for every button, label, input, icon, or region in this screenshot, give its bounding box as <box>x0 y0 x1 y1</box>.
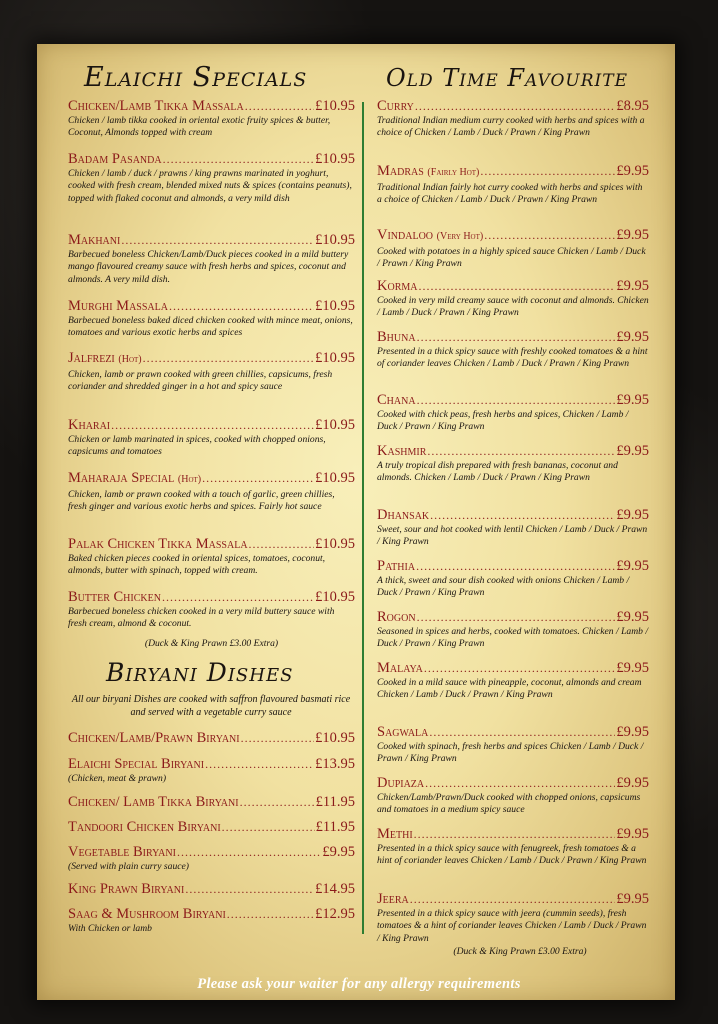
item-name: Korma <box>377 278 418 294</box>
item-description: A thick, sweet and sour dish cooked with onions Chicken / Lamb / Duck / Prawn / King Prawn <box>377 575 630 599</box>
item-description: Cooked in a mild sauce with pineapple, coconut, almonds and cream Chicken / Lamb / Duck / Prawn / King Prawn <box>377 677 642 701</box>
item-description: Traditional Indian medium curry cooked with herbs and spices with a choice of Chicken / Lamb / Duck / Prawn / King Prawn <box>377 115 645 139</box>
item-price: £10.95 <box>315 470 355 486</box>
item-price: £9.95 <box>616 329 649 345</box>
item-price: £9.95 <box>616 775 649 791</box>
heat-tag: (Very Hot) <box>436 231 484 242</box>
menu-item <box>68 298 355 340</box>
item-name: Dhansak <box>377 507 430 523</box>
item-name: Murghi Massala <box>68 298 168 314</box>
menu-item <box>68 844 355 873</box>
item-name: Chana <box>377 392 416 408</box>
item-description: Presented in a thick spicy sauce with jeera (cummin seeds), fresh tomatoes & a hint of coriander leaves Chicken / Lamb / Duck / Prawn / King Prawn <box>377 908 647 944</box>
menu-item <box>68 536 355 578</box>
heat-tag: (Hot) <box>118 354 142 365</box>
menu-item <box>377 278 649 320</box>
item-price: £9.95 <box>616 443 649 459</box>
item-description: Barbecued boneless Chicken/Lamb/Duck pieces cooked in a mild buttery mango flavoured creamy sauce with fresh herbs and spices, coconut and almonds. A very mild dish. <box>68 249 349 285</box>
menu-item <box>68 98 355 140</box>
item-name: Vegetable Biryani <box>68 844 176 860</box>
item-price: £10.95 <box>315 417 355 433</box>
item-price: £9.95 <box>616 278 649 294</box>
menu-item <box>377 443 649 485</box>
allergy-footer: Please ask your waiter for any allergy requirements <box>197 976 521 992</box>
item-price: £9.95 <box>616 507 649 523</box>
extra-charge-note: (Duck & King Prawn £3.00 Extra) <box>453 946 587 957</box>
item-name: Jeera <box>377 891 409 907</box>
item-name: Sagwala <box>377 724 429 740</box>
item-price: £8.95 <box>616 98 649 114</box>
item-name: Pathia <box>377 558 416 574</box>
item-name: Elaichi Special Biryani <box>68 756 205 772</box>
menu-item <box>68 794 355 810</box>
item-price: £9.95 <box>616 826 649 842</box>
menu-item <box>68 906 355 935</box>
menu-item <box>377 775 649 817</box>
old-time-favourite-heading: Old Time Favourite <box>386 64 628 92</box>
item-name: Kharai <box>68 417 111 433</box>
menu-item <box>377 163 649 207</box>
menu-item <box>68 589 355 631</box>
item-name: Badam Pasanda <box>68 151 162 167</box>
item-name: Palak Chicken Tikka Massala <box>68 536 248 552</box>
item-price: £10.95 <box>315 536 355 552</box>
item-price: £10.95 <box>315 350 355 366</box>
item-price: £10.95 <box>315 589 355 605</box>
elaichi-specials-heading: Elaichi Specials <box>84 62 308 93</box>
menu-item <box>68 730 355 746</box>
heat-tag: (Hot) <box>177 474 202 485</box>
item-name: Malaya <box>377 660 423 676</box>
item-name: Makhani <box>68 232 121 248</box>
item-description: (Chicken, meat & prawn) <box>68 773 167 784</box>
menu-item <box>68 417 355 459</box>
item-price: £10.95 <box>315 232 355 248</box>
item-price: £9.95 <box>616 609 649 625</box>
menu-item <box>68 470 355 514</box>
menu-item <box>377 507 649 549</box>
item-price: £11.95 <box>315 794 355 810</box>
item-price: £9.95 <box>616 163 649 179</box>
item-name: Dupiaza <box>377 775 425 791</box>
menu-item <box>377 826 649 868</box>
menu-item <box>377 227 649 271</box>
item-price: £9.95 <box>616 660 649 676</box>
item-price: £9.95 <box>322 844 355 860</box>
menu-item <box>377 329 649 371</box>
menu-item <box>377 609 649 651</box>
item-name: Butter Chicken <box>68 589 161 605</box>
item-description: Cooked in very mild creamy sauce with coconut and almonds. Chicken / Lamb / Duck / Prawn / King Prawn <box>377 295 649 319</box>
item-description: Baked chicken pieces cooked in oriental spices, tomatoes, coconut, almonds, butter with spinach, topped with cream. <box>68 553 326 577</box>
item-name: Curry <box>377 98 414 114</box>
item-price: £9.95 <box>616 227 649 243</box>
item-price: £9.95 <box>616 558 649 574</box>
item-price: £12.95 <box>315 906 355 922</box>
item-description: A truly tropical dish prepared with fresh bananas, coconut and almonds. Chicken / Lamb / Duck / Prawn / King Prawn <box>377 460 618 484</box>
extra-charge-note: (Duck & King Prawn £3.00 Extra) <box>144 638 279 649</box>
item-name: Vindaloo (Very Hot) <box>377 227 484 243</box>
menu-item <box>68 232 355 286</box>
item-price: £10.95 <box>315 298 355 314</box>
item-price: £14.95 <box>315 881 355 897</box>
item-description: Presented in a thick spicy sauce with freshly cooked tomatoes & a hint of coriander leaves Chicken / Lamb / Duck / Prawn / King Prawn <box>377 346 648 370</box>
item-name: Jalfrezi (Hot) <box>68 350 142 366</box>
item-description: (Served with plain curry sauce) <box>68 861 189 872</box>
menu-item <box>377 98 649 140</box>
item-name: Tandoori Chicken Biryani <box>68 819 221 835</box>
item-name: Chicken/Lamb/Prawn Biryani <box>68 730 240 746</box>
item-description: Chicken/Lamb/Prawn/Duck cooked with chopped onions, capsicums and tomatoes in a medium spicy sauce <box>377 792 641 816</box>
menu-item <box>377 724 649 766</box>
item-price: £10.95 <box>315 151 355 167</box>
item-name: Chicken/ Lamb Tikka Biryani <box>68 794 239 810</box>
item-price: £9.95 <box>616 392 649 408</box>
item-description: Presented in a thick spicy sauce with fenugreek, fresh tomatoes & a hint of coriander leaves Chicken / Lamb / Duck / Prawn / King Prawn <box>377 843 647 867</box>
menu-item <box>68 756 355 785</box>
item-price: £10.95 <box>315 730 355 746</box>
item-name: Chicken/Lamb Tikka Massala <box>68 98 244 114</box>
menu-item <box>68 151 355 205</box>
item-description: Chicken / lamb tikka cooked in oriental exotic fruity spices & butter, Coconut, Almonds topped with cream <box>68 115 331 139</box>
menu-item <box>68 881 355 897</box>
biryani-intro: All our biryani Dishes are cooked with saffron flavoured basmati rice and served with a vegetable curry sauce <box>71 694 351 718</box>
item-description: Sweet, sour and hot cooked with lentil Chicken / Lamb / Duck / Prawn / King Prawn <box>377 524 648 548</box>
menu-item <box>377 392 649 434</box>
item-description: Chicken, lamb or prawn cooked with a touch of garlic, green chillies, fresh ginger and various exotic herbs and spices. Fairly hot sauce <box>68 489 335 513</box>
item-price: £9.95 <box>616 891 649 907</box>
item-name: Rogon <box>377 609 416 625</box>
menu-item <box>68 350 355 394</box>
item-name: Madras (Fairly Hot) <box>377 163 480 179</box>
heat-tag: (Fairly Hot) <box>427 167 480 178</box>
item-description: Cooked with spinach, fresh herbs and spices Chicken / Lamb / Duck / Prawn / King Prawn <box>377 741 644 765</box>
menu-item <box>377 891 649 945</box>
menu-item <box>377 558 649 600</box>
item-description: Chicken, lamb or prawn cooked with green chillies, capsicums, fresh coriander and shredded ginger in a hot and spicy sauce <box>68 369 333 393</box>
item-description: Barbecued boneless chicken cooked in a very mild buttery sauce with fresh cream, almond & coconut. <box>68 606 335 630</box>
column-divider <box>362 102 364 934</box>
item-description: Cooked with chick peas, fresh herbs and spices, Chicken / Lamb / Duck / Prawn / King Prawn <box>377 409 629 433</box>
item-price: £11.95 <box>315 819 355 835</box>
item-name: Bhuna <box>377 329 416 345</box>
menu-item <box>377 660 649 702</box>
item-description: With Chicken or lamb <box>68 923 152 934</box>
item-description: Seasoned in spices and herbs, cooked with tomatoes. Chicken / Lamb / Duck / Prawn / King Prawn <box>377 626 648 650</box>
item-name: Maharaja Special (Hot) <box>68 470 202 486</box>
biryani-dishes-heading: Biryani Dishes <box>106 658 294 687</box>
item-description: Cooked with potatoes in a highly spiced sauce Chicken / Lamb / Duck / Prawn / King Prawn <box>377 246 646 270</box>
menu-item <box>68 819 355 835</box>
item-name: Methi <box>377 826 413 842</box>
item-price: £13.95 <box>315 756 355 772</box>
item-name: King Prawn Biryani <box>68 881 185 897</box>
item-description: Traditional Indian fairly hot curry cooked with herbs and spices with a choice of Chicken / Lamb / Duck / Prawn / King Prawn <box>377 182 643 206</box>
item-name: Kashmir <box>377 443 427 459</box>
item-description: Barbecued boneless baked diced chicken cooked with mince meat, onions, tomatoes and various exotic herbs and spices <box>68 315 353 339</box>
item-price: £9.95 <box>616 724 649 740</box>
item-description: Chicken or lamb marinated in spices, cooked with chopped onions, capsicums and tomatoes <box>68 434 326 458</box>
item-description: Chicken / lamb / duck / prawns / king prawns marinated in yoghurt, cooked with fresh cream, blended mixed nuts & spices (contains peanuts), topped with flaked coconut and almonds, a very mild dish <box>68 168 352 204</box>
item-price: £10.95 <box>315 98 355 114</box>
item-name: Saag & Mushroom Biryani <box>68 906 226 922</box>
